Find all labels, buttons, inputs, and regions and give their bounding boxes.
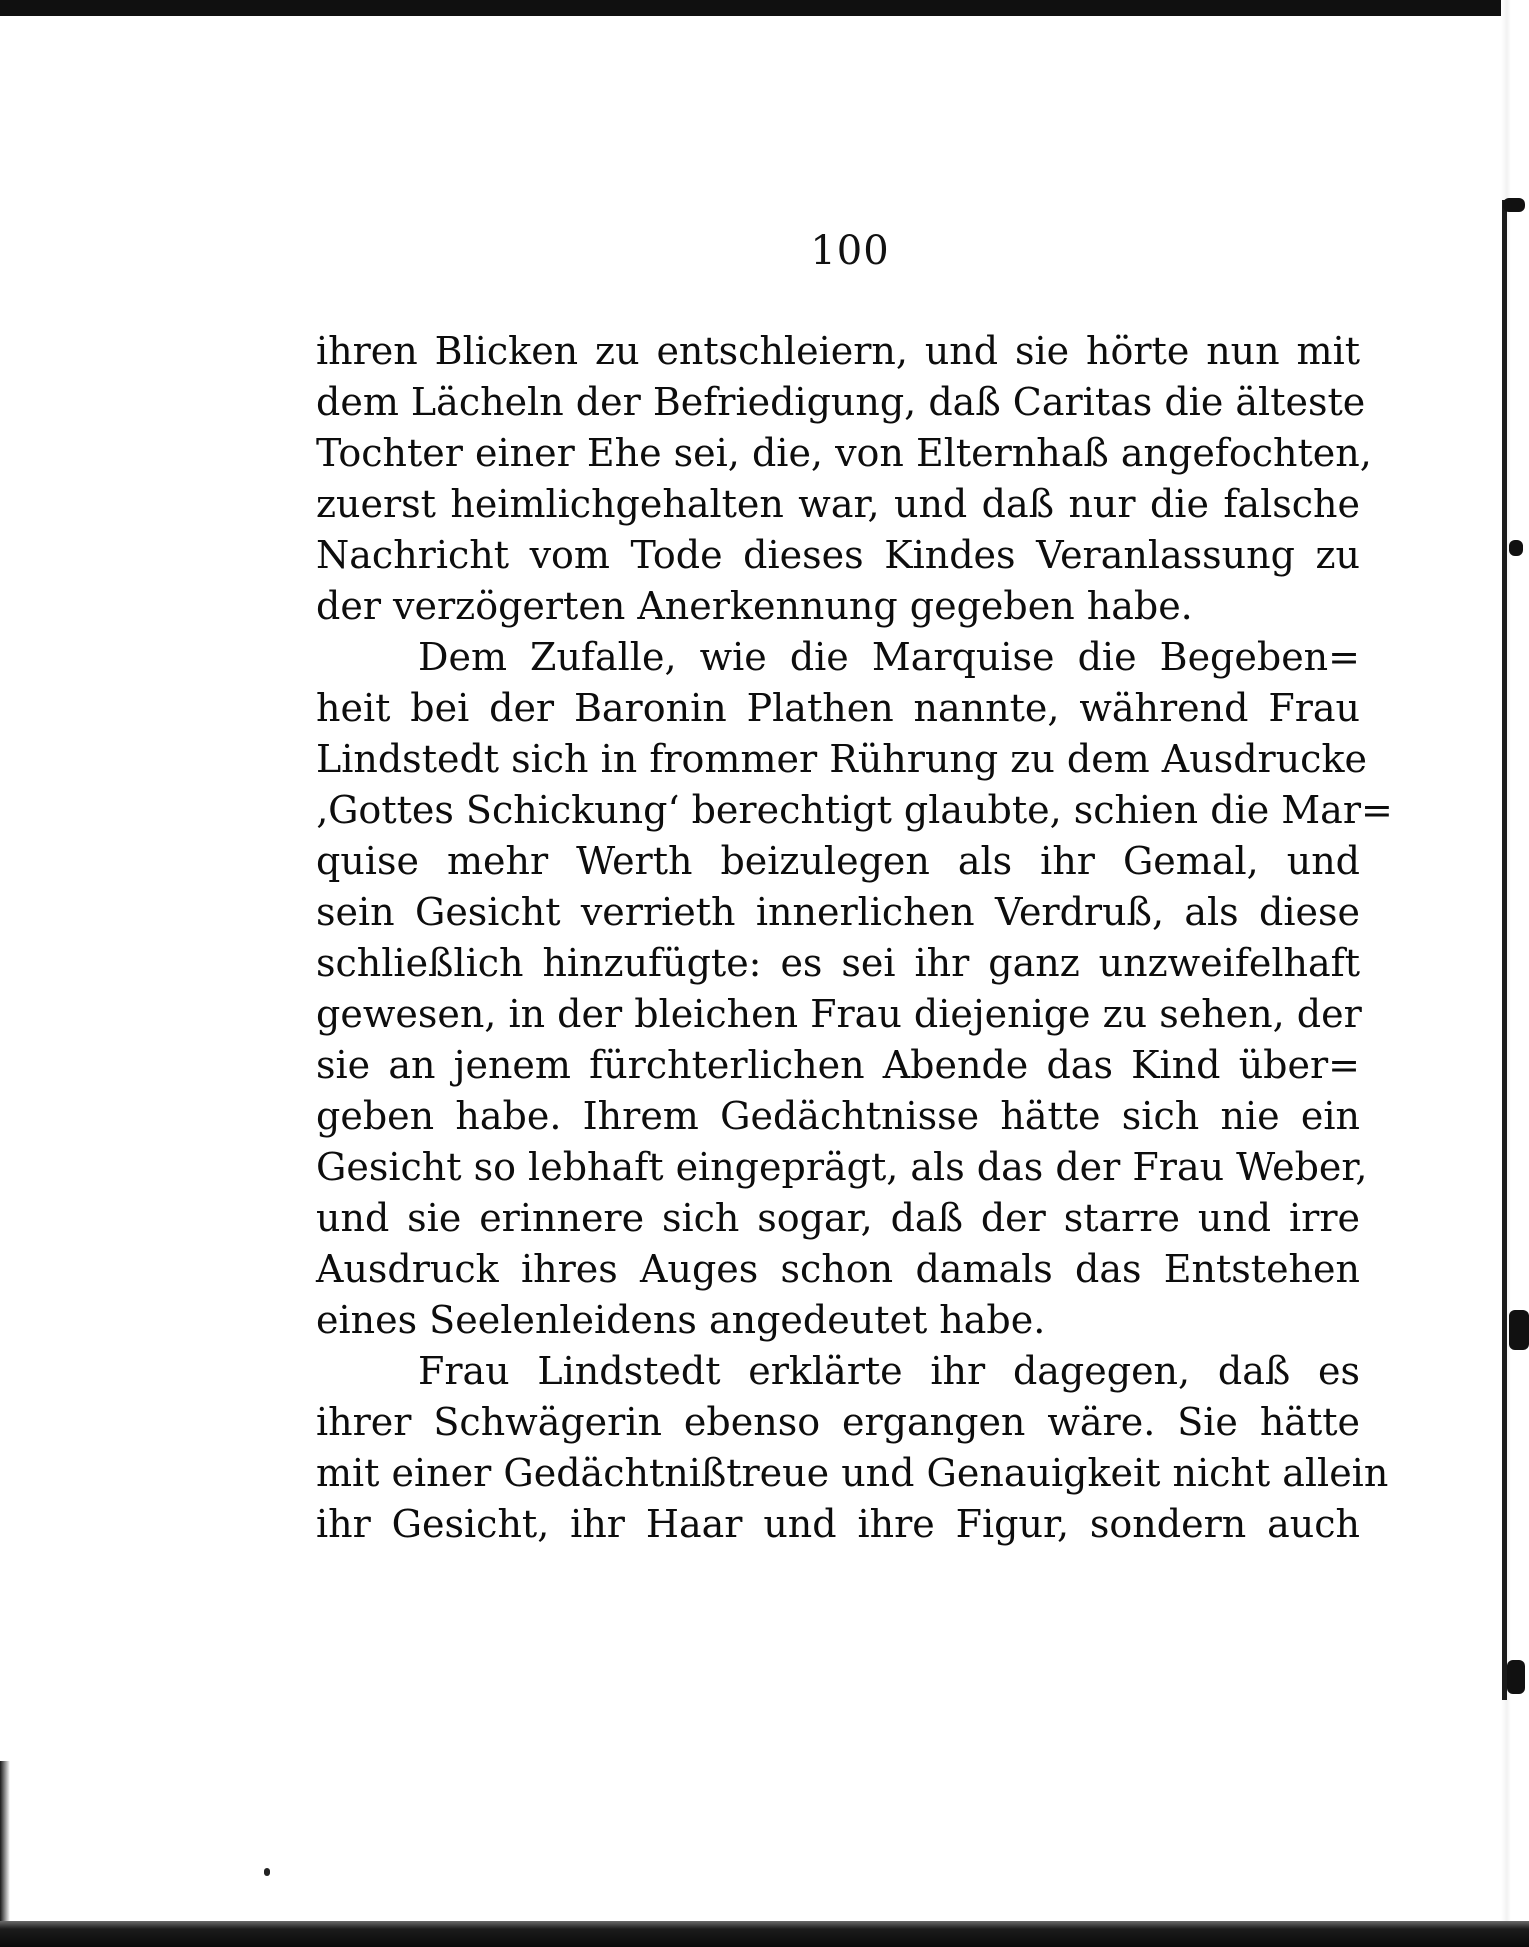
text-line: mit einer Gedächtnißtreue und Genauigkeit nicht allein — [316, 1451, 1389, 1495]
text-line: heit bei der Baronin Plathen nannte, während Frau — [316, 686, 1360, 730]
scan-speck — [264, 1868, 270, 1876]
text-line: schließlich hinzufügte: es sei ihr ganz unzweifelhaft — [316, 941, 1360, 985]
scan-right-binding-line — [1502, 200, 1507, 1700]
text-line: der verzögerten Anerkennung gegeben habe. — [316, 584, 1193, 628]
text-line: Nachricht vom Tode dieses Kindes Veranlassung zu — [316, 533, 1360, 577]
scan-right-mark — [1503, 198, 1525, 212]
text-line: Dem Zufalle, wie die Marquise die Begeben= — [418, 635, 1360, 679]
text-line: Lindstedt sich in frommer Rührung zu dem Ausdrucke — [316, 737, 1367, 781]
text-line: Tochter einer Ehe sei, die, von Elternhaß angefochten, — [316, 431, 1372, 475]
text-line: Ausdruck ihres Auges schon damals das Entstehen — [316, 1247, 1360, 1291]
text-line: Frau Lindstedt erklärte ihr dagegen, daß es — [418, 1349, 1360, 1393]
scan-right-mark — [1509, 1310, 1529, 1350]
text-line: eines Seelenleidens angedeutet habe. — [316, 1298, 1046, 1342]
scan-top-edge — [0, 0, 1529, 16]
scan-right-mark — [1509, 540, 1523, 556]
text-line: ihrer Schwägerin ebenso ergangen wäre. Sie hätte — [316, 1400, 1360, 1444]
body-text — [316, 326, 1393, 1550]
text-line: und sie erinnere sich sogar, daß der starre und irre — [316, 1196, 1360, 1240]
text-line: Gesicht so lebhaft eingeprägt, als das der Frau Weber, — [316, 1145, 1368, 1189]
text-line: ihren Blicken zu entschleiern, und sie hörte nun mit — [316, 329, 1360, 373]
page-number: 100 — [810, 228, 890, 274]
text-line: ihr Gesicht, ihr Haar und ihre Figur, sondern auch — [316, 1502, 1360, 1546]
scan-left-edge-shadow — [0, 1761, 10, 1921]
text-line: quise mehr Werth beizulegen als ihr Gemal, und — [316, 839, 1360, 883]
scan-right-mark — [1507, 1660, 1525, 1694]
text-line: sie an jenem fürchterlichen Abende das Kind über= — [316, 1043, 1360, 1087]
text-line: dem Lächeln der Befriedigung, daß Caritas die älteste — [316, 380, 1366, 424]
text-line: geben habe. Ihrem Gedächtnisse hätte sich nie ein — [316, 1094, 1360, 1138]
text-line: zuerst heimlichgehalten war, und daß nur die falsche — [316, 482, 1360, 526]
scan-bottom-edge — [0, 1921, 1529, 1947]
text-line: ‚Gottes Schickung‘ berechtigt glaubte, schien die Mar= — [316, 788, 1393, 832]
text-line: gewesen, in der bleichen Frau diejenige zu sehen, der — [316, 992, 1362, 1036]
text-line: sein Gesicht verrieth innerlichen Verdruß, als diese — [316, 890, 1360, 934]
